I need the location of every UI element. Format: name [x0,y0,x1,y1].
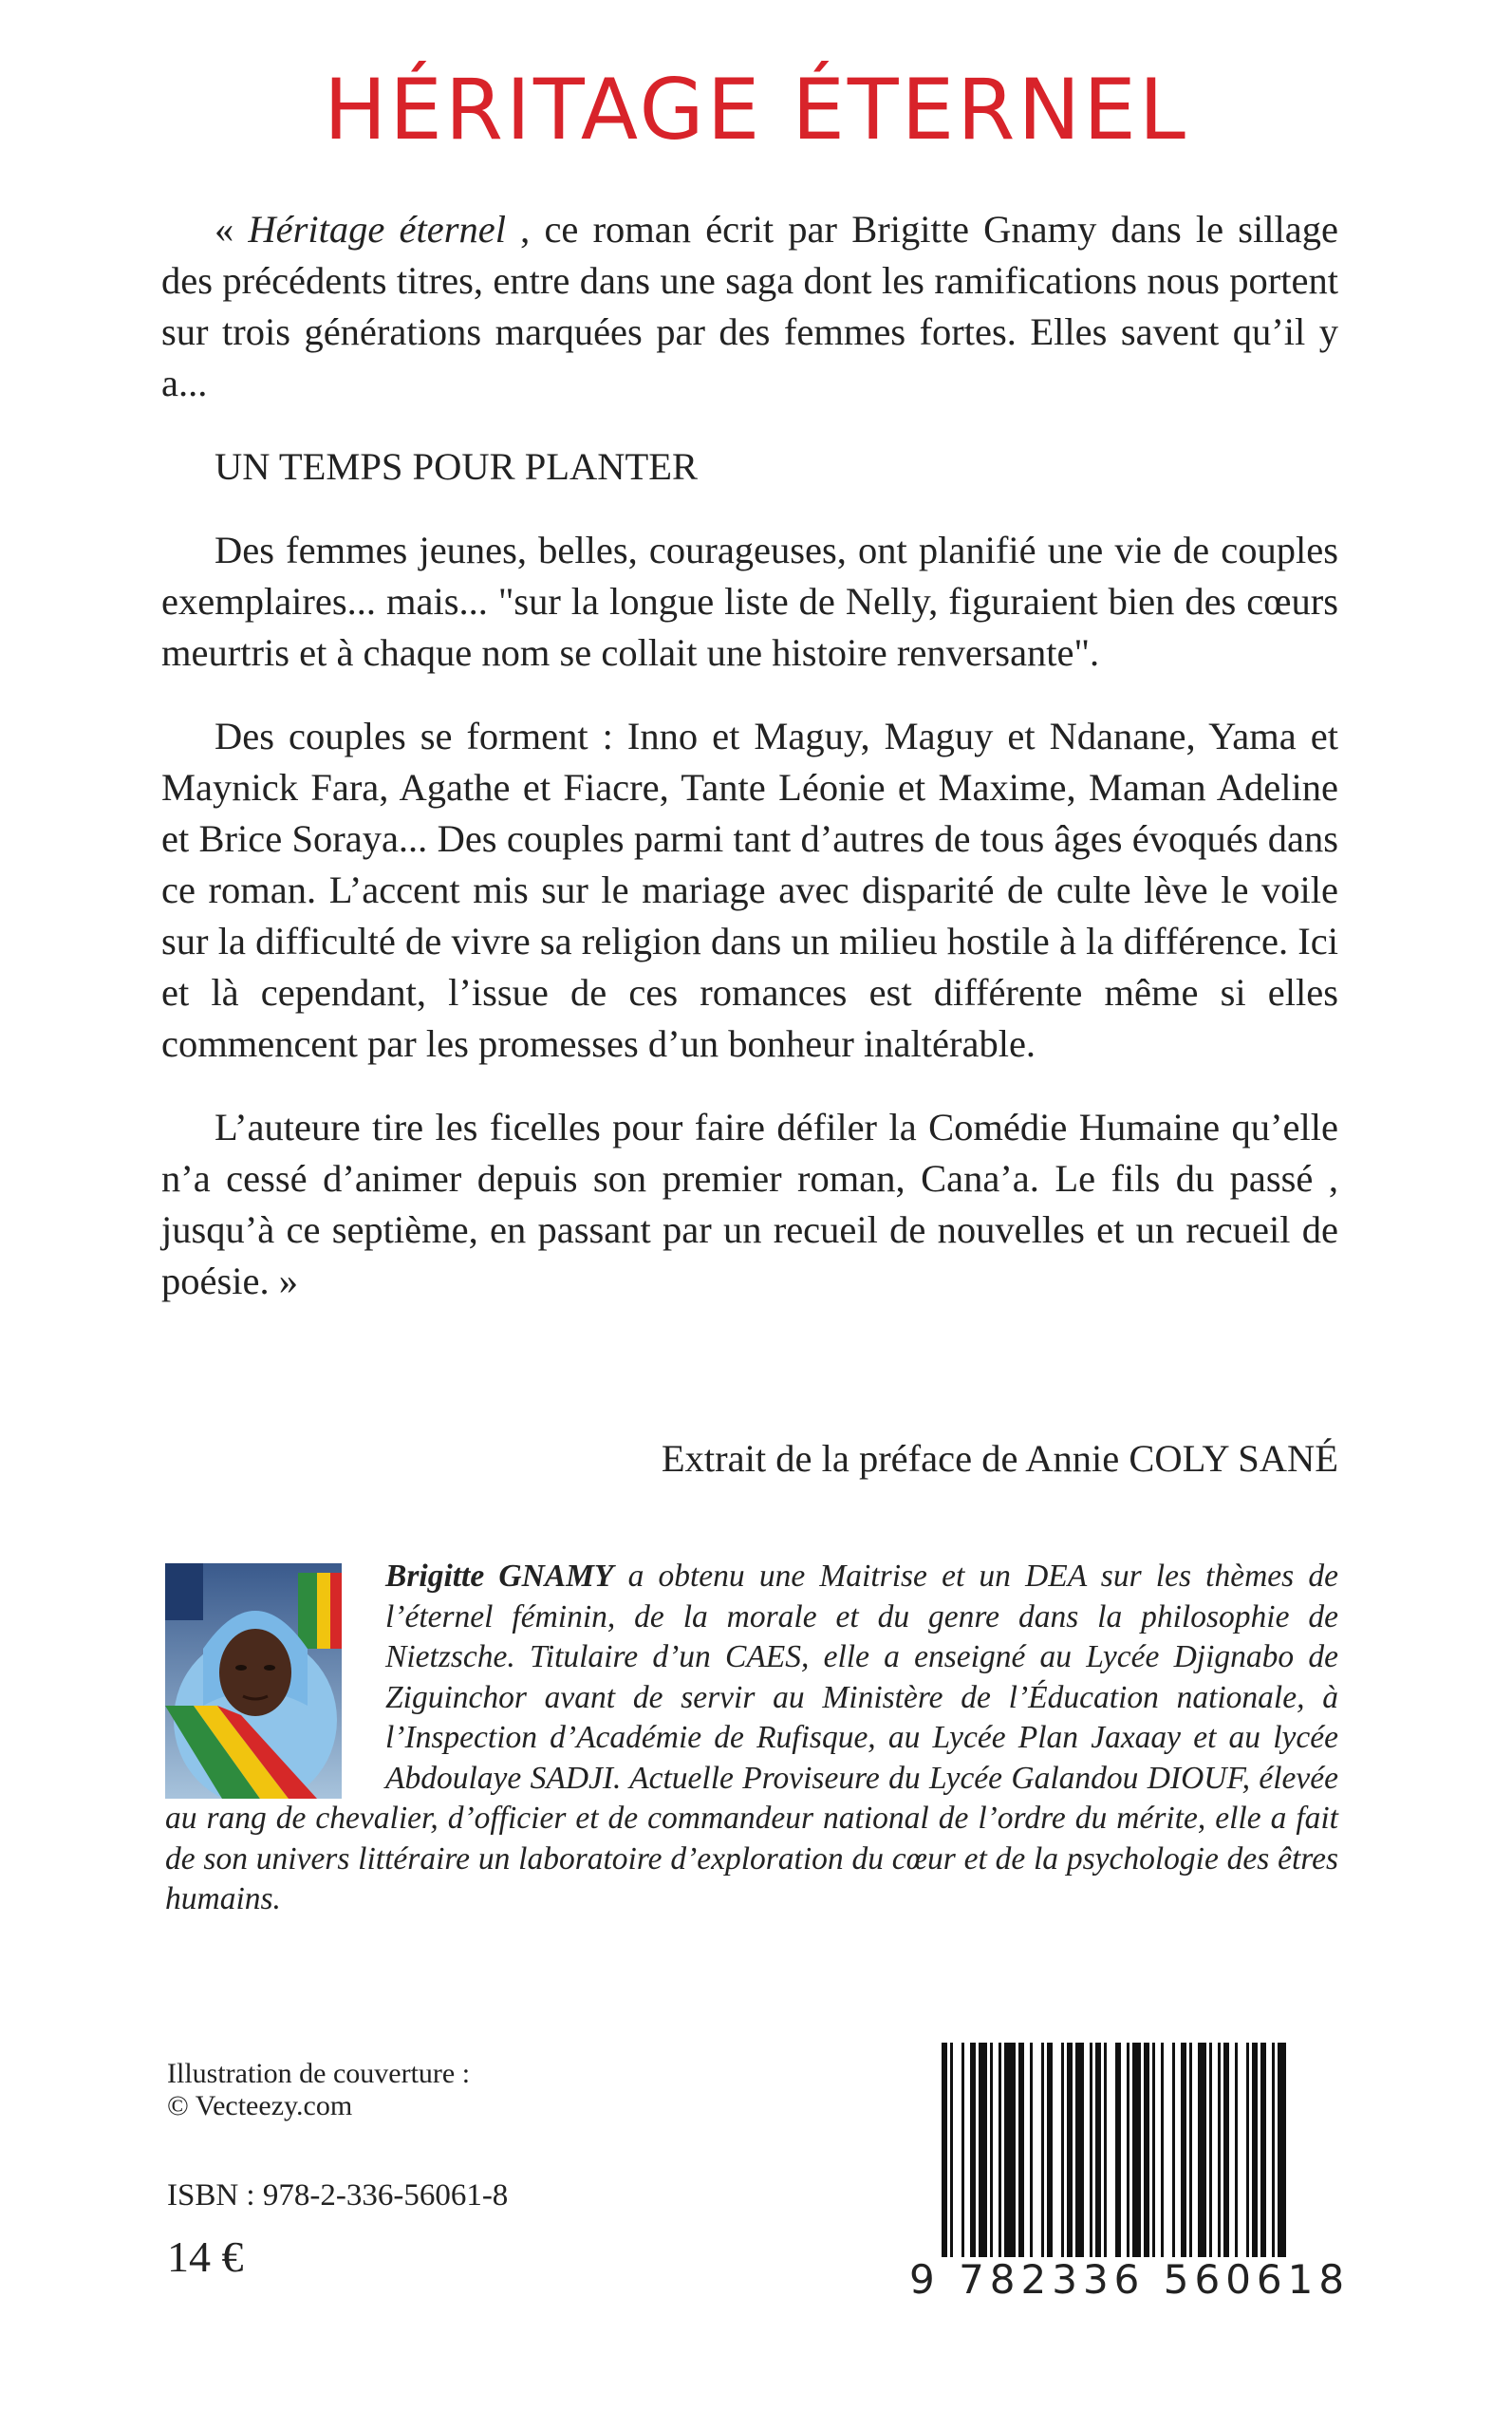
blurb-paragraph-3: Des femmes jeunes, belles, courageuses, ont planifié une vie de couples exemplaires... mais... "sur la longue liste de Nelly, figuraient bien des cœurs meurtris et à chaque nom se collait une histoire renversante". [161,529,1338,674]
barcode-bar [1218,2043,1221,2257]
barcode-bar [961,2043,964,2257]
barcode-bar [979,2043,987,2257]
book-title: HÉRITAGE ÉTERNEL [324,61,1188,159]
barcode-bar [1075,2043,1084,2257]
barcode-bar [942,2043,947,2257]
barcode-bar [1090,2043,1092,2257]
barcode-bar [1104,2043,1107,2257]
barcode-bar [1132,2043,1141,2257]
barcode-bar [1161,2043,1164,2257]
blurb-subheading: UN TEMPS POUR PLANTER [215,445,698,488]
barcode-bar [1235,2043,1238,2257]
barcode-bar [1041,2043,1044,2257]
barcode-bar [1252,2043,1258,2257]
barcode-bar [990,2043,993,2257]
blurb-paragraph-4: Des couples se forment : Inno et Maguy, Maguy et Ndanane, Yama et Maynick Fara, Agathe et Fiacre, Tante Léonie et Maxime, Maman Adeline et Brice Soraya... Des couples parmi tant d’autres de tous âges évoqués dans ce roman. L’accent mis sur le mariage avec disparité de culte lève le voile sur la difficulté de vivre sa religion dans un milieu hostile à la différence. Ici et là cependant, l’issue de ces romances est différente même si elles commencent par les promesses d’un bonheur inaltérable. [161,715,1338,1065]
barcode-bar [1018,2043,1024,2257]
isbn: ISBN : 978-2-336-56061-8 [167,2178,509,2213]
title-in-text: Héritage éternel [248,208,506,251]
barcode-bar [1246,2043,1249,2257]
barcode [909,2043,1351,2306]
cover-credit-label: Illustration de couverture : [167,2058,471,2089]
barcode-bar [1172,2043,1175,2257]
blurb-paragraph-1-text: , ce roman écrit par Brigitte Gnamy dans le sillage des précédents titres, entre dans une saga dont les ramifications nous portent sur trois générations marquées par des femmes fortes. Elles savent qu’il y a... [161,208,1338,404]
blurb-paragraph-5: L’auteure tire les ficelles pour faire défiler la Comédie Humaine qu’elle n’a cessé d’animer depuis son premier roman, Cana’a. Le fils du passé , jusqu’à ce septième, en passant par un recueil de nouvelles et un recueil de poésie. » [161,1106,1338,1302]
barcode-bar [1198,2043,1206,2257]
photo-spacer [165,1557,385,1796]
barcode-digits: 9 782336 560618 [909,2256,1351,2303]
barcode-bar [1189,2043,1192,2257]
barcode-bar [1115,2043,1121,2257]
barcode-bar [1127,2043,1129,2257]
cover-credits [167,2058,470,2122]
barcode-bar [999,2043,1001,2257]
barcode-bar [970,2043,976,2257]
author-bio [165,1557,1338,1920]
barcode-bar [1061,2043,1064,2257]
barcode-bars [909,2043,1298,2257]
barcode-bar [1181,2043,1186,2257]
barcode-bar [1209,2043,1212,2257]
barcode-bar [1223,2043,1229,2257]
preface-attribution: Extrait de la préface de Annie COLY SANÉ [661,1437,1338,1480]
barcode-bar [950,2043,953,2257]
barcode-bar [1278,2043,1286,2257]
blurb-paragraph-1 [161,204,1338,409]
author-bio-text: a obtenu une Maitrise et un DEA sur les thèmes de l’éternel féminin, de la morale et du genre dans la philosophie de Nietzsche. Titulaire d’un CAES, elle a enseigné au Lycée Djignabo de Ziguinchor avant de servir au Ministère de l’Éducation nationale, à l’Inspection d’Académie de Rufisque, au Lycée Plan Jaxaay et au lycée Abdoulaye SADJI. Actuelle Proviseure du Lycée Galandou DIOUF, élevée au rang de chevalier, d’officier et de commandeur national de l’ordre du mérite, elle a fait de son univers littéraire un laboratoire d’exploration du cœur et de la psychologie des êtres humains. [165,1559,1338,1916]
barcode-bar [1095,2043,1101,2257]
barcode-bar [1067,2043,1073,2257]
barcode-bar [1004,2043,1016,2257]
barcode-bar [1272,2043,1275,2257]
barcode-bar [1144,2043,1149,2257]
barcode-bar [1260,2043,1266,2257]
barcode-bar [1047,2043,1053,2257]
barcode-bar [1030,2043,1033,2257]
author-name: Brigitte GNAMY [385,1559,614,1594]
opening-quote: « [215,208,249,251]
barcode-bar [1152,2043,1155,2257]
cover-credit-source: © Vecteezy.com [167,2090,353,2121]
back-cover-blurb [161,204,1338,1339]
price: 14 € [167,2232,244,2281]
